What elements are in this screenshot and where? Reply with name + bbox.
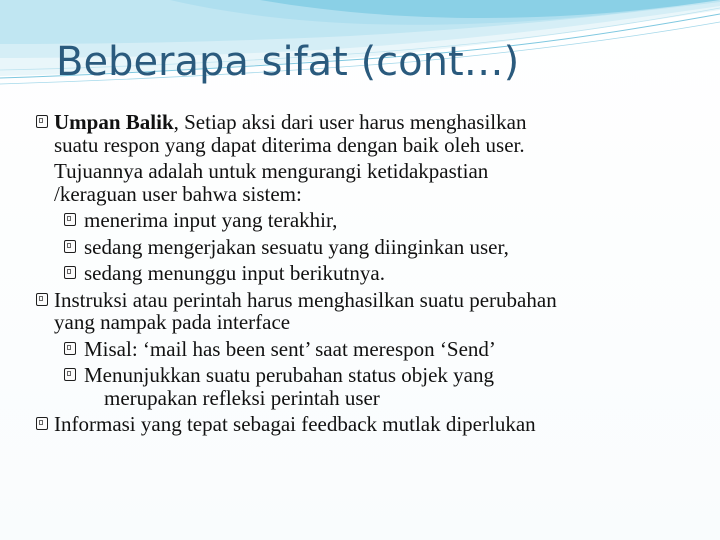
text-line: suatu respon yang dapat diterima dengan baik oleh user. — [54, 132, 525, 157]
text-line: yang nampak pada interface — [54, 310, 291, 334]
missing-glyph-bullet-icon — [64, 213, 76, 226]
missing-glyph-bullet-icon — [36, 115, 48, 128]
sub-bullet-item: menerima input yang terakhir, — [32, 209, 702, 232]
sub-bullet-item: Menunjukkan suatu perubahan status objek yang — [32, 364, 702, 387]
bullet-item-umpan-balik — [32, 111, 702, 134]
slide-body — [32, 111, 702, 436]
text-line: Tujuannya adalah untuk mengurangi ketidakpastian — [54, 159, 489, 183]
term-umpan-balik: Umpan Balik — [54, 110, 174, 134]
missing-glyph-bullet-icon — [36, 293, 48, 306]
text-line: merupakan refleksi perintah user — [104, 385, 380, 410]
missing-glyph-bullet-icon — [64, 368, 76, 381]
slide-title: Beberapa sifat (cont…) — [56, 39, 520, 85]
bullet-item-instruksi: Instruksi atau perintah harus menghasilkan suatu perubahan — [32, 289, 702, 312]
text-line: /keraguan user bahwa sistem: — [54, 181, 302, 206]
sub-bullet-item: sedang menunggu input berikutnya. — [32, 262, 702, 285]
missing-glyph-bullet-icon — [64, 266, 76, 279]
missing-glyph-bullet-icon — [36, 417, 48, 430]
sub-bullet-item: sedang mengerjakan sesuatu yang diinginkan user, — [32, 236, 702, 259]
text-line: , Setiap aksi dari user harus menghasilkan — [173, 110, 527, 134]
bullet-item-informasi: Informasi yang tepat sebagai feedback mutlak diperlukan — [32, 413, 702, 436]
sub-bullet-item: Misal: ‘mail has been sent’ saat merespon ‘Send’ — [32, 338, 702, 361]
missing-glyph-bullet-icon — [64, 240, 76, 253]
missing-glyph-bullet-icon — [64, 342, 76, 355]
